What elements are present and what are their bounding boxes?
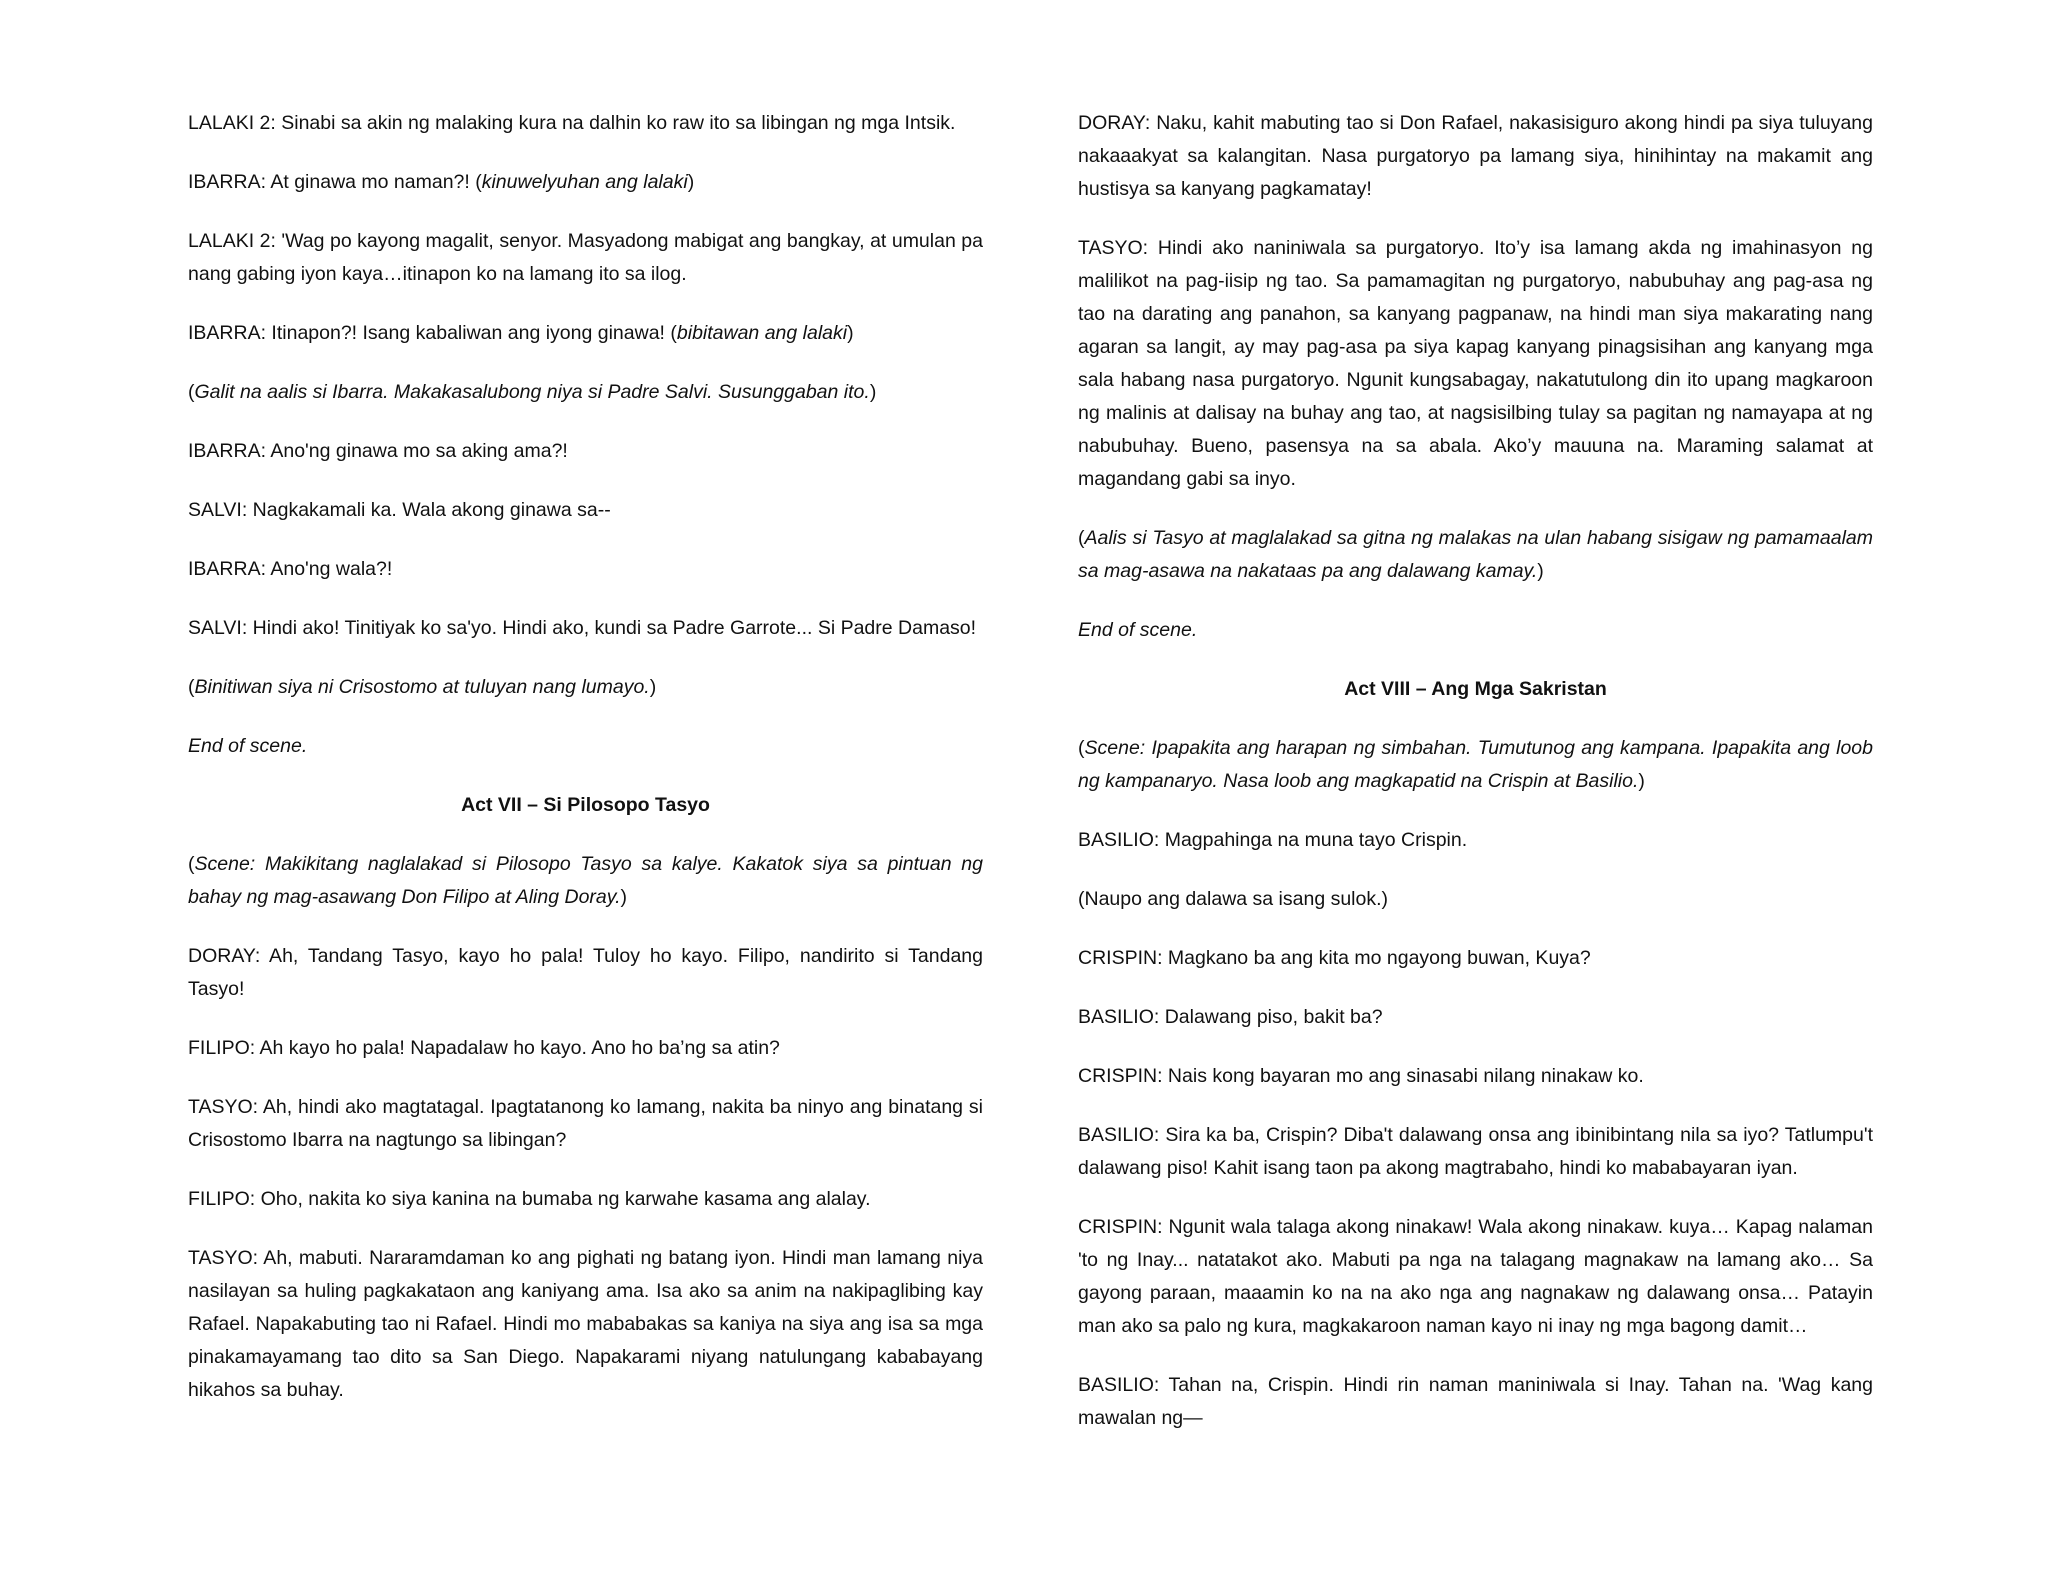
right-column	[1078, 107, 1873, 1461]
dialogue-salvi: SALVI: Hindi ako! Tinitiyak ko sa'yo. Hindi ako, kundi sa Padre Garrote... Si Padre Damaso!	[188, 617, 977, 639]
dialogue-tasyo: TASYO: Ah, hindi ako magtatagal. Ipagtatanong ko lamang, nakita ba ninyo ang binatang si Crisostomo Ibarra na nagtungo sa libingan?	[188, 1096, 983, 1151]
dialogue-doray: DORAY: Ah, Tandang Tasyo, kayo ho pala! Tuloy ho kayo. Filipo, nandirito si Tandang Tasyo!	[188, 945, 983, 1000]
left-column	[188, 107, 983, 1433]
dialogue-crispin: CRISPIN: Magkano ba ang kita mo ngayong buwan, Kuya?	[1078, 947, 1591, 969]
stage-direction: (Naupo ang dalawa sa isang sulok.)	[1078, 888, 1389, 910]
dialogue-basilio: BASILIO: Dalawang piso, bakit ba?	[1078, 1006, 1383, 1028]
dialogue-tasyo: TASYO: Hindi ako naniniwala sa purgatoryo. Ito’y isa lamang akda ng imahinasyon ng malilikot na pag-iisip ng tao. Sa pamamagitan ng purgatoryo, nabubuhay ang pag-asa ng tao na darating ang panahon, sa kanyang pagpanaw, na hindi man siya makarating nang agaran sa langit, ay may pag-asa pa siya kapag kanyang pinagsisihan ang kanyang mga sala habang nasa purgatoryo. Ngunit kungsabagay, nakatutulong din ito upang magkaroon ng malinis at dalisay na buhay ang tao, at nagsisilbing tulay sa pagitan ng namayapa at ng nabubuhay. Bueno, pasensya na sa abala. Ako’y mauuna na. Maraming salamat at magandang gabi sa inyo.	[1078, 237, 1873, 490]
dialogue-ibarra: IBARRA: Ano'ng wala?!	[188, 558, 393, 580]
dialogue-lalaki2: LALAKI 2: 'Wag po kayong magalit, senyor. Masyadong mabigat ang bangkay, at umulan pa nang gabing iyon kaya…itinapon ko na lamang ito sa ilog.	[188, 230, 983, 285]
dialogue-filipo: FILIPO: Oho, nakita ko siya kanina na bumaba ng karwahe kasama ang alalay.	[188, 1188, 871, 1210]
dialogue-crispin: CRISPIN: Nais kong bayaran mo ang sinasabi nilang ninakaw ko.	[1078, 1065, 1644, 1087]
dialogue-crispin: CRISPIN: Ngunit wala talaga akong ninakaw! Wala akong ninakaw. kuya… Kapag nalaman 'to ng Inay... natatakot ako. Mabuti pa nga na talagang magnakaw na lamang ako… Sa gayong paraan, maaamin ko na na ako nga ang nagnakaw ng dalawang onsa… Patayin man ako sa palo ng kura, magkakaroon naman kayo ni inay ng mga bagong damit…	[1078, 1216, 1873, 1337]
dialogue-basilio: BASILIO: Tahan na, Crispin. Hindi rin naman maniniwala si Inay. Tahan na. 'Wag kang mawalan ng—	[1078, 1374, 1873, 1429]
stage-direction: (Aalis si Tasyo at maglalakad sa gitna ng malakas na ulan habang sisigaw ng pamamaalam sa mag-asawa na nakataas pa ang dalawang kamay.)	[1078, 527, 1873, 582]
act-heading: Act VII – Si Pilosopo Tasyo	[461, 794, 710, 816]
stage-direction: (Binitiwan siya ni Crisostomo at tuluyan nang lumayo.)	[188, 676, 657, 698]
dialogue-salvi: SALVI: Nagkakamali ka. Wala akong ginawa sa--	[188, 499, 611, 521]
stage-direction: (Galit na aalis si Ibarra. Makakasalubong niya si Padre Salvi. Susunggaban ito.)	[188, 381, 877, 403]
dialogue-lalaki2: LALAKI 2: Sinabi sa akin ng malaking kura na dalhin ko raw ito sa libingan ng mga Intsik.	[188, 112, 956, 134]
end-of-scene: End of scene.	[1078, 619, 1198, 641]
dialogue-doray: DORAY: Naku, kahit mabuting tao si Don Rafael, nakasisiguro akong hindi pa siya tuluyang nakaaakyat sa kalangitan. Nasa purgatoryo pa lamang siya, hinihintay na makamit ang hustisya sa kanyang pagkamatay!	[1078, 112, 1873, 200]
dialogue-ibarra: IBARRA: Itinapon?! Isang kabaliwan ang iyong ginawa! (bibitawan ang lalaki)	[188, 322, 854, 344]
dialogue-tasyo: TASYO: Ah, mabuti. Nararamdaman ko ang pighati ng batang iyon. Hindi man lamang niya nasilayan sa huling pagkakataon ang kaniyang ama. Isa ako sa anim na nakipaglibing kay Rafael. Napakabuting tao ni Rafael. Hindi mo mababakas sa kaniya na siya ang isa sa mga pinakamayamang tao dito sa San Diego. Napakarami niyang natulungang kababayang hikahos sa buhay.	[188, 1247, 983, 1401]
dialogue-ibarra: IBARRA: Ano'ng ginawa mo sa aking ama?!	[188, 440, 568, 462]
dialogue-filipo: FILIPO: Ah kayo ho pala! Napadalaw ho kayo. Ano ho ba’ng sa atin?	[188, 1037, 780, 1059]
stage-direction: (Scene: Makikitang naglalakad si Pilosopo Tasyo sa kalye. Kakatok siya sa pintuan ng bahay ng mag-asawang Don Filipo at Aling Doray.)	[188, 853, 983, 908]
act-heading: Act VIII – Ang Mga Sakristan	[1344, 678, 1607, 700]
end-of-scene: End of scene.	[188, 735, 308, 757]
dialogue-basilio: BASILIO: Sira ka ba, Crispin? Diba't dalawang onsa ang ibinibintang nila sa iyo? Tatlumpu't dalawang piso! Kahit isang taon pa akong magtrabaho, hindi ko mababayaran iyan.	[1078, 1124, 1873, 1179]
stage-direction: (Scene: Ipapakita ang harapan ng simbahan. Tumutunog ang kampana. Ipapakita ang loob ng kampanaryo. Nasa loob ang magkapatid na Crispin at Basilio.)	[1078, 737, 1873, 792]
dialogue-basilio: BASILIO: Magpahinga na muna tayo Crispin.	[1078, 829, 1468, 851]
dialogue-ibarra: IBARRA: At ginawa mo naman?! (kinuwelyuhan ang lalaki)	[188, 171, 695, 193]
